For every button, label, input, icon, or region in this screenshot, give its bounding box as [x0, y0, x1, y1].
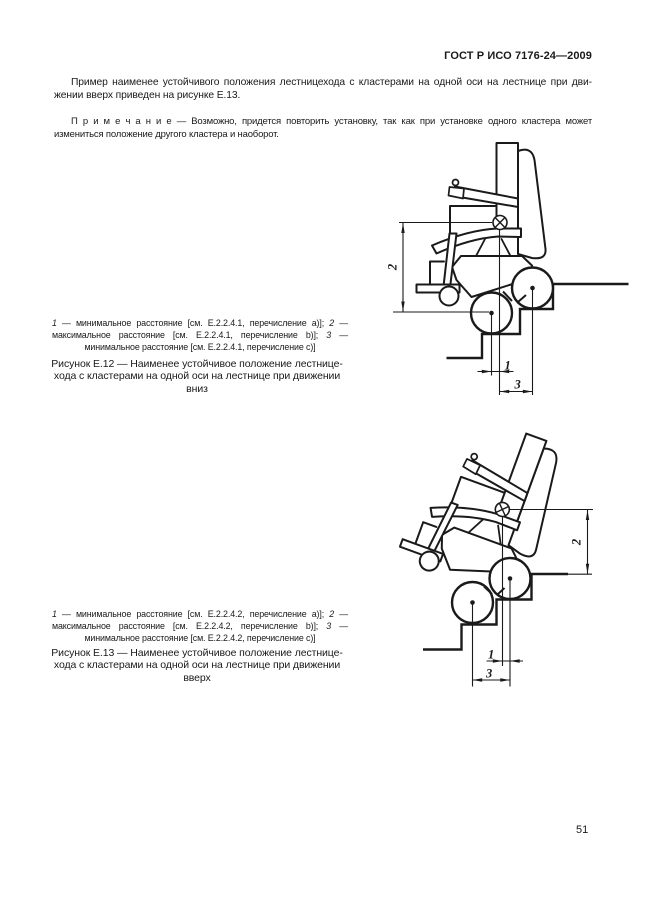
figure-e13-diagram — [385, 420, 615, 700]
dimension-arrowheads — [401, 223, 532, 393]
legend-line: минимальное расстояние [см. Е.2.2.4.1, перечисление с)] — [84, 342, 316, 353]
figure-e12-caption — [42, 358, 352, 395]
caption-line: вниз — [186, 382, 208, 395]
intro-paragraph — [54, 76, 592, 102]
caption-line: Рисунок Е.12 — Наименее устойчивое положение лестнице- — [51, 358, 343, 370]
caption-line: хода с кластерами на одной оси на лестнице при движении — [53, 659, 341, 672]
dim-label-3: 3 — [514, 377, 521, 392]
legend-line: 1 — минимальное расстояние [см. Е.2.2.4.2, перечисление а)]; 2 — — [52, 609, 348, 619]
note-line: П р и м е ч а н и е — Возможно, придется повторить установку, так как при установке одного кластера может — [71, 116, 592, 127]
header-title: ГОСТ Р ИСО 7176-24—2009 — [444, 50, 592, 62]
caption-line: хода с кластерами на одной оси на лестнице при движении — [53, 370, 341, 383]
figure-e12-legend — [52, 317, 348, 353]
dim-label-2: 2 — [569, 538, 584, 546]
dim-label-1: 1 — [488, 647, 495, 662]
legend-line: максимальное расстояние [см. Е.2.2.4.2, перечисление b)]; 3 — — [52, 621, 348, 632]
page-number: 51 — [576, 824, 589, 836]
intro-line: Пример наименее устойчивого положения лестницехода с кластерами на одной оси на лестнице при дви- — [71, 77, 592, 88]
caption-line: вверх — [183, 671, 211, 684]
intro-line: жении вверх приведен на рисунке Е.13. — [54, 90, 241, 101]
dim-label-3: 3 — [486, 666, 493, 681]
legend-line: минимальное расстояние [см. Е.2.2.4.2, перечисление с)] — [84, 633, 316, 644]
dim-label-1: 1 — [504, 358, 511, 373]
legend-line: максимальное расстояние [см. Е.2.2.4.1, перечисление b)]; 3 — — [52, 330, 348, 341]
caption-line: Рисунок Е.13 — Наименее устойчивое положение лестнице- — [51, 647, 343, 659]
figure-e13-legend — [52, 608, 348, 644]
wheelchair-drawing — [395, 420, 572, 603]
legend-line: 1 — минимальное расстояние [см. Е.2.2.4.1, перечисление а)]; 2 — — [52, 318, 348, 328]
figure-e13-caption — [42, 647, 352, 684]
dim-label-2: 2 — [385, 263, 400, 271]
figure-e12-diagram — [385, 138, 635, 400]
note-line: измениться положение другого кластера и наоборот. — [54, 128, 279, 140]
